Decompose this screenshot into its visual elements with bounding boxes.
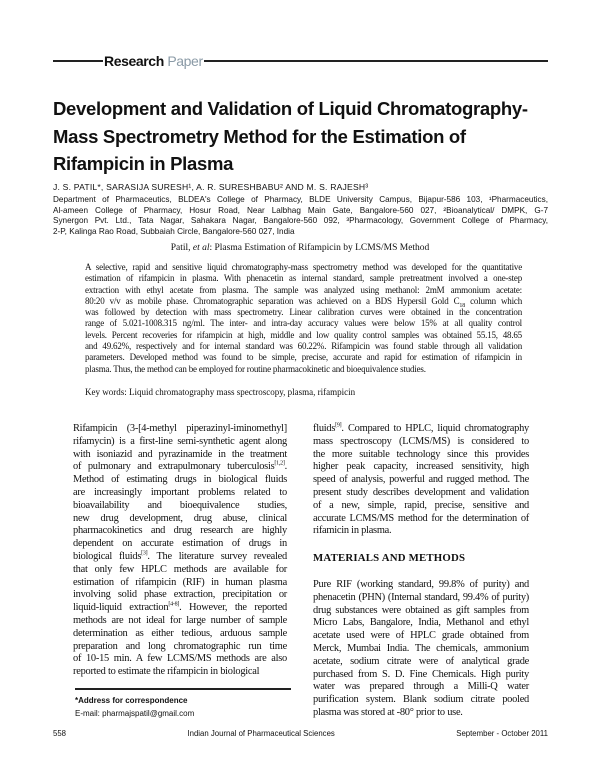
abstract-line: plasma. Thus, the method can be employed for routine pharmacokinetic and bioequivalence studies. bbox=[85, 363, 426, 374]
text-line: of a new, simple, rapid, precise, sensitive and bbox=[313, 499, 529, 511]
text-line: speed of analysis, powerful and rugged method. The bbox=[313, 474, 529, 486]
text-line: Method of estimating drugs in biological fluids bbox=[73, 474, 287, 486]
title-line: Development and Validation of Liquid Chromatography- bbox=[53, 98, 528, 119]
text-line: pharmacokinetics and drug research are highly bbox=[73, 525, 287, 537]
right-column bbox=[313, 423, 529, 720]
text-line: reported to estimate the rifampicin in biological bbox=[73, 666, 260, 678]
text-line: Pure RIF (working standard, 99.8% of purity) and bbox=[313, 578, 529, 590]
text-line: that only few HPLC methods are available for bbox=[73, 563, 287, 575]
abstract-line: estimation of rifampicin in plasma. With phenacetin as internal standard, sample pretreatment involved a one-step bbox=[85, 273, 522, 284]
issue-date: September - October 2011 bbox=[456, 729, 548, 738]
abstract bbox=[85, 262, 522, 375]
journal-name: Indian Journal of Pharmaceutical Sciences bbox=[187, 729, 335, 738]
text-line: Micro Labs, Bangalore, India, Methanol and ethyl bbox=[313, 617, 529, 629]
abstract-line: range of 5.021-1008.315 ng/ml. The inter- and intra-day accuracy values were below 15% at all quality control bbox=[85, 318, 522, 329]
text-line: of 10-15 min. A few LCMS/MS methods are also bbox=[73, 653, 287, 665]
text-line: present study describes development and validation bbox=[313, 486, 529, 498]
text-line: mass spectroscopy (LCMS/MS) is considered to bbox=[313, 435, 529, 447]
text-line: Merck, Mumbai India. The chemicals, ammonium bbox=[313, 642, 529, 654]
text-line: with isoniazid and pyrazinamide in the treatment bbox=[73, 448, 287, 460]
text-line: accurate LCMS/MS method for the determination of bbox=[313, 512, 529, 524]
title-line: Rifampicin in Plasma bbox=[53, 153, 234, 174]
intro-paragraph bbox=[313, 423, 529, 538]
text-line: biological fluids[3]. The literature survey revealed bbox=[73, 550, 287, 562]
header-rule bbox=[204, 60, 548, 62]
subscript: 18 bbox=[459, 302, 466, 309]
running-head bbox=[0, 242, 600, 254]
left-column bbox=[73, 423, 287, 679]
text-line: of pulmonary and extrapulmonary tuberculosis[1,2]. bbox=[73, 460, 287, 473]
footnote-rule bbox=[75, 688, 291, 690]
affiliation-line: Synergon Pvt. Ltd., Tata Nagar, Sahakara Nagar, Bangalore-560 092, ³Pharmacology, Government College of Pharmacy, bbox=[53, 216, 548, 225]
text-line: acetate, sodium citrate were of analytical grade bbox=[313, 655, 529, 667]
abstract-line bbox=[85, 296, 522, 307]
keywords: Key words: Liquid chromatography mass spectroscopy, plasma, rifampicin bbox=[85, 387, 356, 397]
page-footer bbox=[53, 729, 548, 738]
page-number: 558 bbox=[53, 729, 67, 738]
running-head-title: : Plasma Estimation of Rifampicin by LCMS/MS Method bbox=[209, 243, 430, 253]
running-head-etal: et al bbox=[192, 243, 210, 253]
section-label bbox=[103, 53, 204, 69]
title-line: Mass Spectrometry Method for the Estimation of bbox=[53, 125, 466, 147]
correspondence-email[interactable]: E-mail: pharmajspatil@gmail.com bbox=[75, 709, 195, 718]
abstract-line: levels. Percent recoveries for rifampicin at high, middle and low quality control samples was obtained 55.15, 48.65 bbox=[85, 329, 522, 340]
header-rule bbox=[53, 60, 103, 62]
text-line: Rifampicin (3-[4-methyl piperazinyl-iminomethyl] bbox=[73, 423, 287, 434]
text-line: liquid-liquid extraction[4-8]. However, the reported bbox=[73, 601, 287, 614]
abstract-line: extraction with ethyl acetate from plasma. The sample was analyzed using methanol: 2mM ammonium acetate: bbox=[85, 284, 522, 295]
text-line: involving solid phase extraction, precipitation or bbox=[73, 589, 287, 601]
abstract-line: A selective, rapid and sensitive liquid chromatography-mass spectrometry method was developed for the quantitative bbox=[85, 262, 522, 272]
text-line: new drug development, drug abuse, clinical bbox=[73, 512, 287, 524]
abstract-line: parameters. Developed method was found to be simple, precise, accurate and rapid for estimation of rifampicin in bbox=[85, 352, 522, 363]
text-line: are increasingly important problems related to bbox=[73, 486, 287, 498]
text-line: the more suitable technology since this provides bbox=[313, 448, 529, 460]
abstract-line-text: column which bbox=[470, 295, 522, 306]
authors: J. S. PATIL*, SARASIJA SURESH¹, A. R. SURESHBABU² AND M. S. RAJESH³ bbox=[53, 182, 369, 192]
affiliation-line: 2-P, Kalinga Rao Road, Subbaiah Circle, Bangalore-560 027, India bbox=[53, 226, 295, 236]
section-header bbox=[53, 52, 548, 70]
section-label-word2: Paper bbox=[167, 53, 203, 69]
abstract-line: and 49.62%, respectively and for internal standard was 60.22%. Rifampicin was found stable through all validation bbox=[85, 341, 522, 352]
text-line: fluids[9]. Compared to HPLC, liquid chromatography bbox=[313, 422, 529, 434]
section-heading: MATERIALS AND METHODS bbox=[313, 552, 466, 565]
text-line: water was prepared through a Milli-Q water bbox=[313, 681, 529, 693]
text-line: plasma was stored at -80° prior to use. bbox=[313, 706, 463, 718]
text-line: higher peak capacity, increased sensitivity, high bbox=[313, 461, 529, 473]
affiliation-line: Al-ameen College of Pharmacy, Hosur Road, Near Lalbhag Main Gate, Bangalore-560 027, ²Bioanalytical/ DMPK, G-7 bbox=[53, 205, 548, 215]
text-line: rifamycin) is a first-line semi-synthetic agent along bbox=[73, 435, 287, 447]
text-line: phenacetin (PHN) (Internal standard, 99.4% of purity) bbox=[313, 591, 529, 603]
abstract-line-text: 80:20 v/v as mobile phase. Chromatographic separation was achieved on a BDS Hypersil Gold C bbox=[85, 295, 460, 306]
running-head-author: Patil, bbox=[170, 243, 193, 253]
correspondence-label: *Address for correspondence bbox=[75, 696, 188, 705]
footnote bbox=[75, 694, 194, 720]
text-line: bioavailability and bioequivalence studies, bbox=[73, 499, 287, 511]
text-line: dependent on accurate estimation of drugs in bbox=[73, 538, 287, 550]
text-line: determination as either tedious, arduous sample bbox=[73, 627, 287, 639]
affiliations bbox=[53, 195, 548, 237]
abstract-line: was followed by detection with mass spectrometry. Linear calibration curves were obtained in the concentration bbox=[85, 307, 522, 318]
affiliation-line: Department of Pharmaceutics, BLDEA's College of Pharmacy, BLDE University Campus, Bijapur-586 103, ¹Pharmaceutics, bbox=[53, 195, 548, 204]
section-label-word1: Research bbox=[104, 53, 164, 69]
text-line: purification system. Blank sodium citrate pooled bbox=[313, 694, 529, 706]
text-line: estimation of rifampicin (RIF) in human plasma bbox=[73, 576, 287, 588]
text-line: drug substances were obtained as gift samples from bbox=[313, 604, 529, 616]
text-line: rifamicin in plasma. bbox=[313, 525, 392, 537]
paper-title bbox=[53, 95, 553, 178]
methods-paragraph bbox=[313, 579, 529, 720]
text-line: preparation and long chromatographic run time bbox=[73, 640, 287, 652]
text-line: acetate used were of HPLC grade obtained from bbox=[313, 630, 529, 642]
text-line: purchased from S. D. Fine Chemicals. High purity bbox=[313, 668, 529, 680]
text-line: methods are not ideal for large number of sample bbox=[73, 614, 287, 626]
